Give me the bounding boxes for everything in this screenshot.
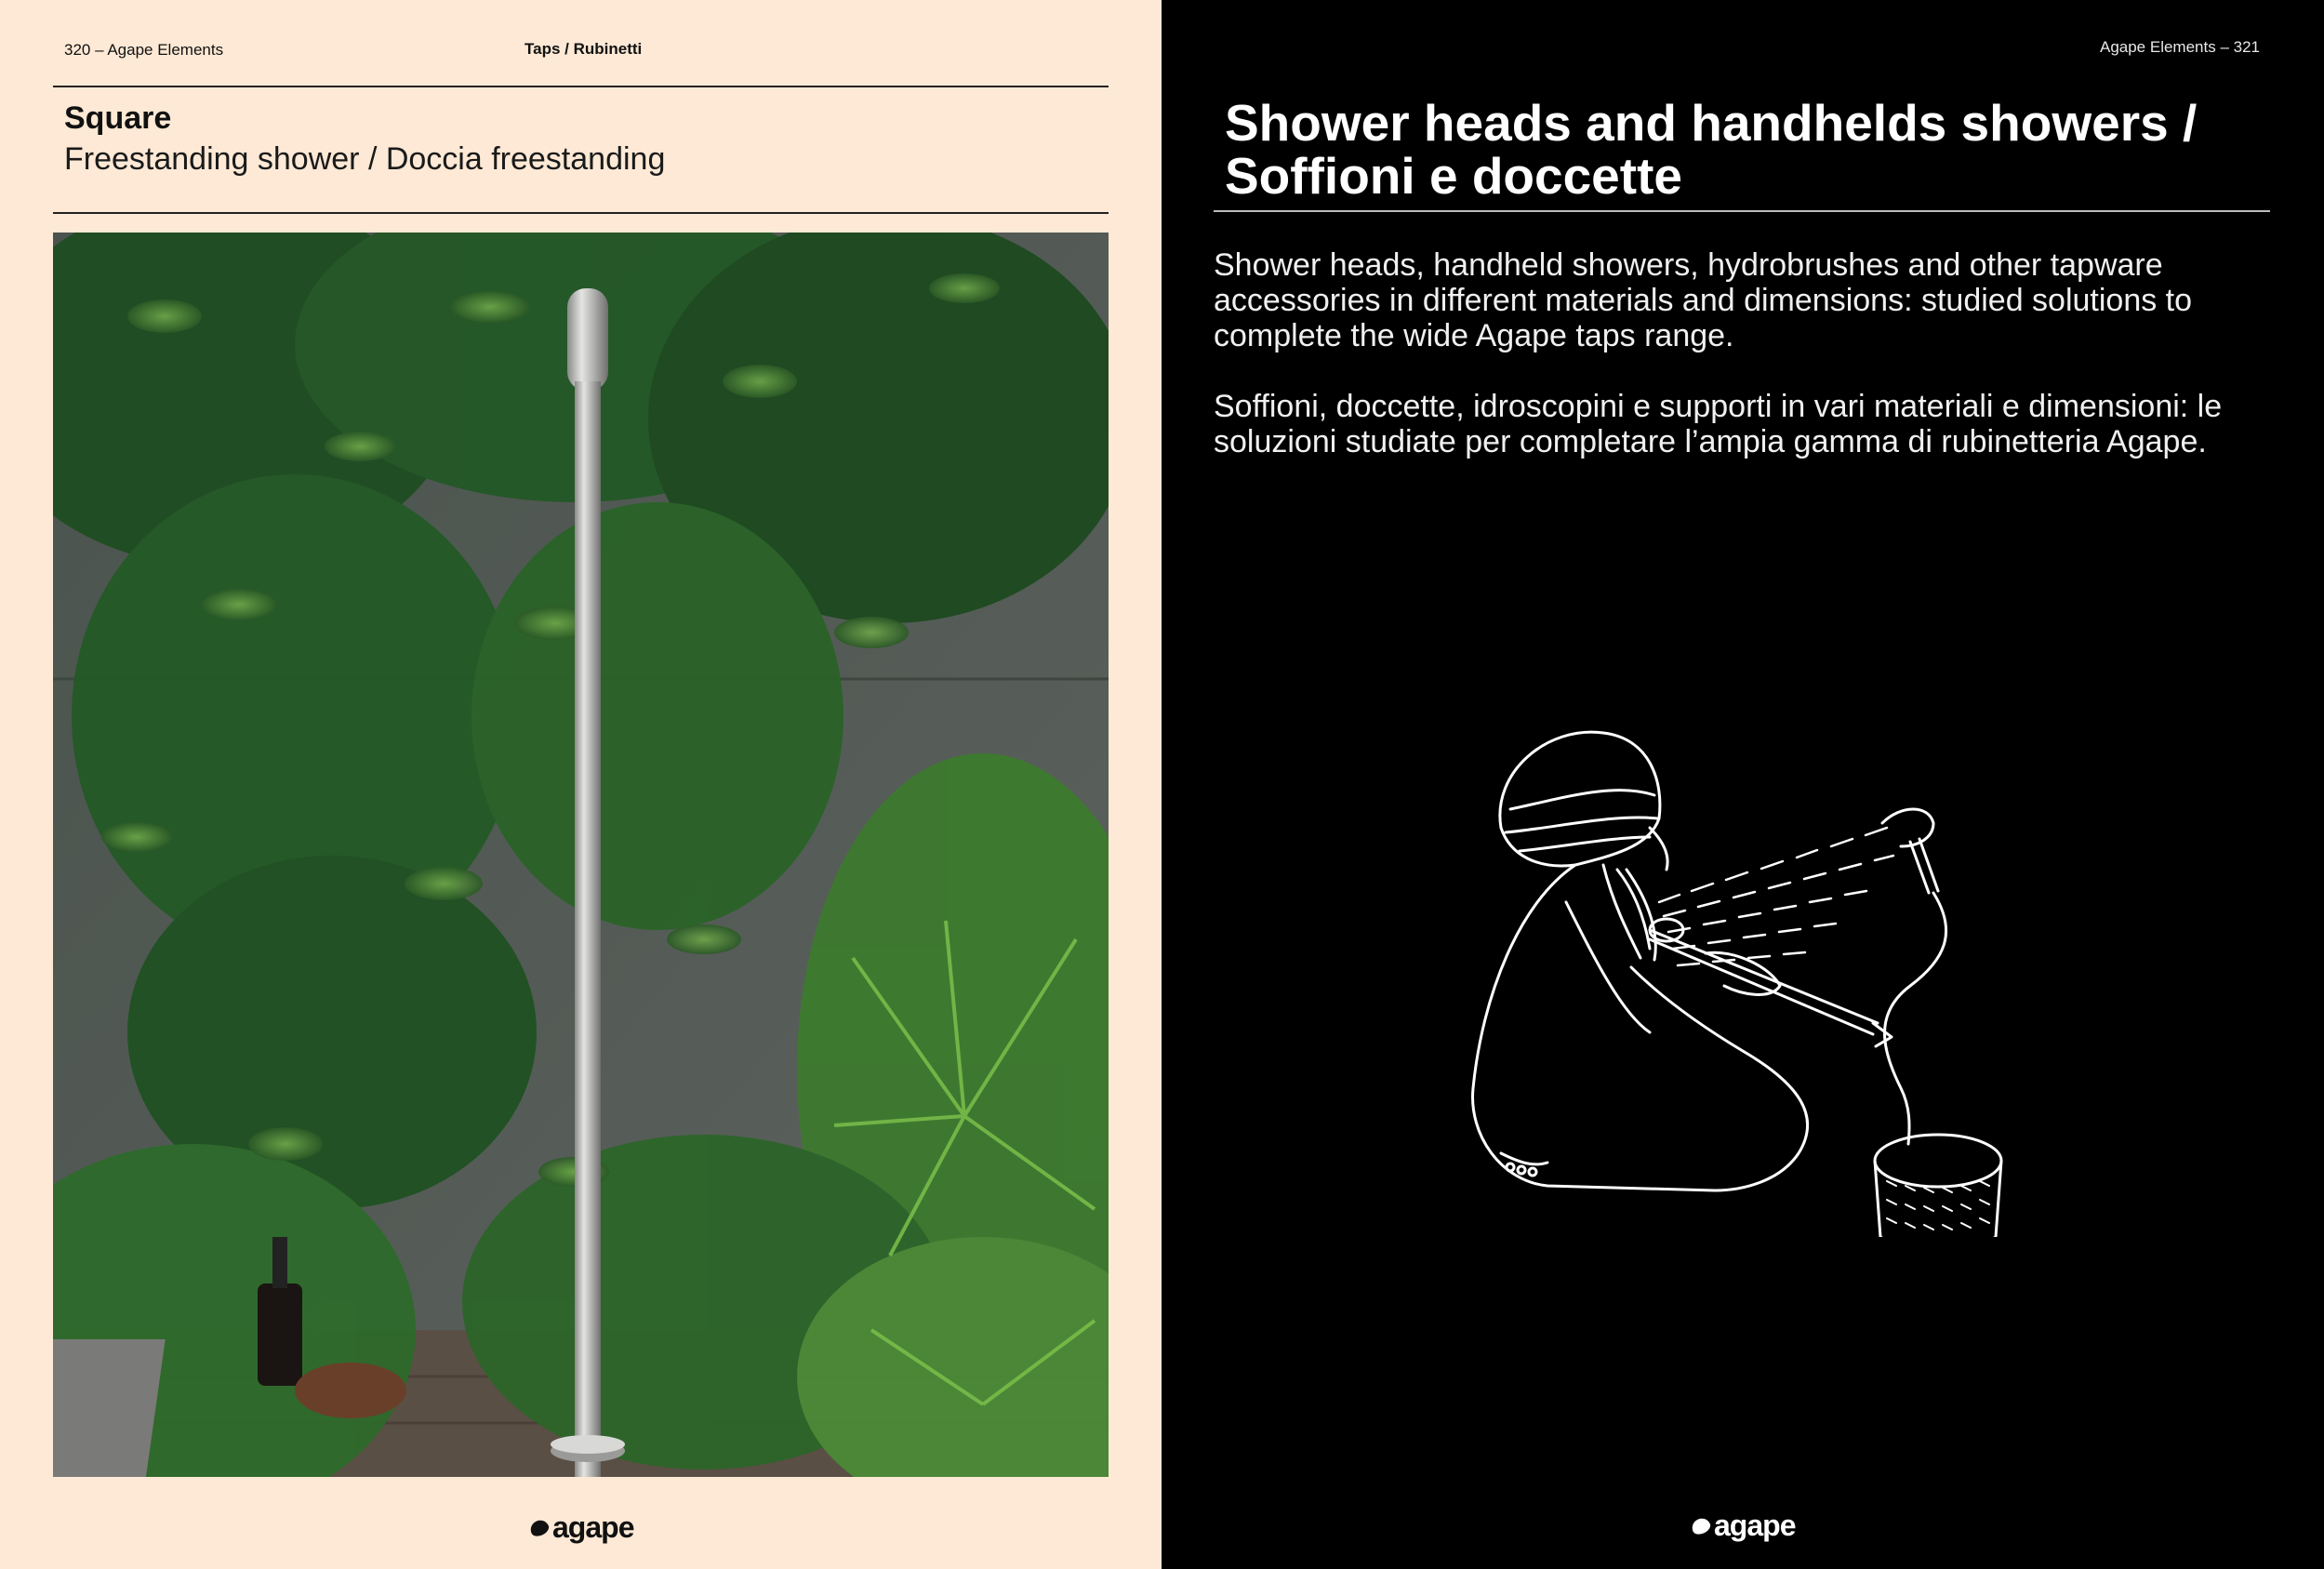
snake-charmer-illustration: [1464, 716, 2012, 1237]
page-header-left: 320 – Agape Elements: [64, 41, 224, 59]
header-rule: [53, 86, 1109, 87]
product-subtitle: Freestanding shower / Doccia freestanding: [64, 141, 666, 177]
section-title-line2: Soffioni e doccette: [1225, 147, 1682, 205]
section-title-line1: Shower heads and handhelds showers /: [1225, 94, 2198, 152]
agape-logo: [530, 1510, 633, 1545]
section-title: [1225, 94, 2248, 205]
title-rule: [1214, 210, 2270, 212]
product-name: Square: [64, 100, 172, 136]
agape-logo: [1692, 1509, 1795, 1543]
garden-shower-image: [53, 233, 1109, 1477]
right-page: [1162, 0, 2324, 1569]
title-rule: [53, 212, 1109, 214]
logo-mark-icon: [528, 1517, 551, 1538]
description-italian: Soffioni, doccette, idroscopini e supporti in vari materiali e dimensioni: le soluzioni studiate per completare l’ampia gamma di rubinetteria Agape.: [1214, 389, 2223, 459]
page-header-right: Agape Elements – 321: [2099, 38, 2260, 56]
description-english: Shower heads, handheld showers, hydrobrushes and other tapware accessories in different materials and dimensions: studied solutions to complete the wide Agape taps range.: [1214, 247, 2193, 353]
logo-mark-icon: [1690, 1515, 1713, 1536]
section-header: Taps / Rubinetti: [525, 40, 643, 58]
logo-text: agape: [552, 1510, 634, 1544]
product-photo: [53, 233, 1109, 1477]
logo-text: agape: [1714, 1509, 1796, 1542]
snake-charmer-drawing: [1464, 716, 2012, 1237]
